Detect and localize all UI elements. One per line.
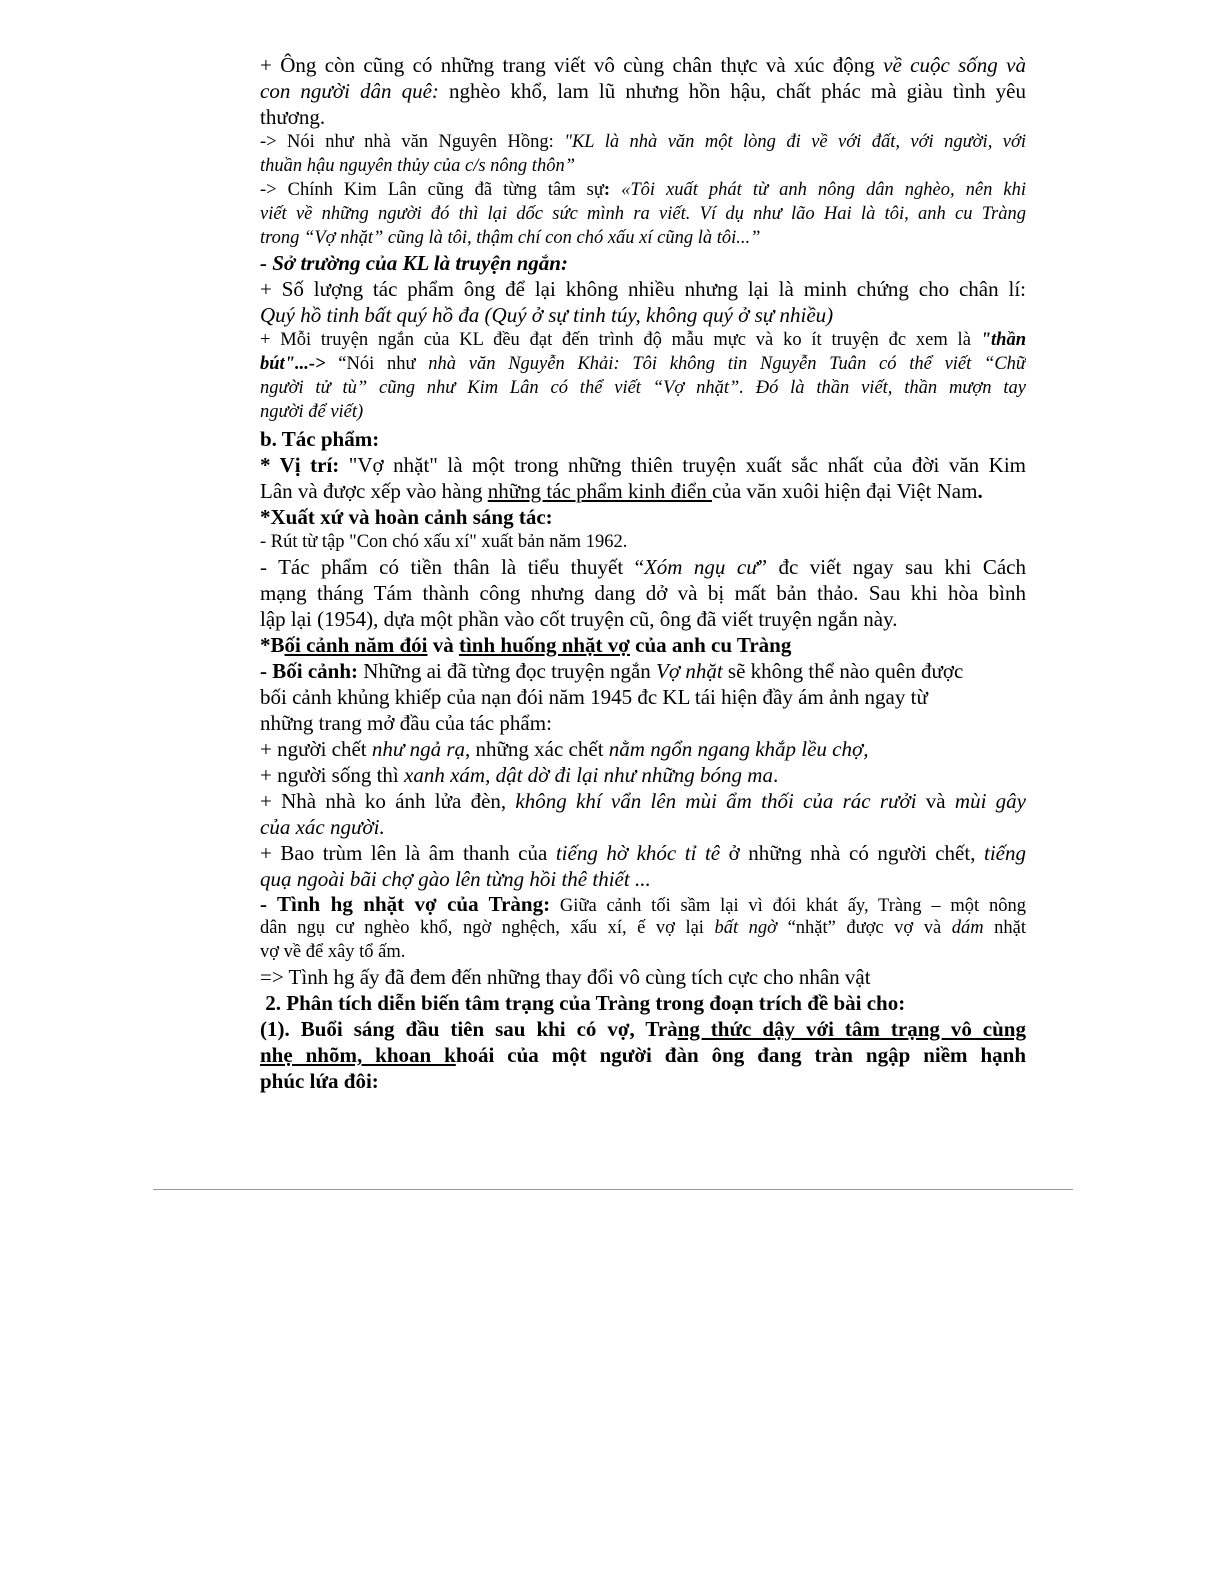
text-span: + người sống thì xyxy=(260,763,405,787)
text-line xyxy=(260,736,1026,762)
italic-span: như ngả rạ xyxy=(371,737,466,761)
page-divider xyxy=(153,1189,1073,1190)
section-heading xyxy=(260,632,1026,658)
text-line xyxy=(260,762,1026,788)
text-line xyxy=(260,530,1026,554)
text-span: nghèo khổ, lam lũ nhưng hồn hậu, chất phác mà giàu tình yêu xyxy=(438,79,1026,103)
text-span: + Ông còn cũng có những trang viết vô cùng chân thực và xúc động xyxy=(260,53,884,77)
heading-text: *B xyxy=(260,633,285,657)
underline-span: những tác phẩm kinh điển xyxy=(487,479,713,503)
quote-span: viết về những người đó thì lại dốc sức mình ra viết. Ví dụ như lão Hai là tôi, anh cu Tràng xyxy=(260,204,1026,224)
text-line xyxy=(260,178,1026,202)
text-line xyxy=(260,202,1026,226)
text-span: “nhặt” được vợ và xyxy=(777,918,952,938)
text-span: mạng tháng Tám thành công nhưng dang dở và bị mất bản thảo. Sau khi hòa bình xyxy=(260,581,1026,605)
text-line xyxy=(260,302,1026,328)
text-line xyxy=(260,154,1026,178)
text-line xyxy=(260,78,1026,104)
underline-span: ng thức dậy với tâm trạng vô cùng xyxy=(677,1017,1026,1041)
italic-span: nằm ngổn ngang khắp lều chợ, xyxy=(608,737,869,761)
italic-span: tiếng xyxy=(983,841,1026,865)
text-line xyxy=(260,352,1026,376)
heading-text: và xyxy=(427,633,459,657)
italic-span: xanh xám, dật dờ đi lại như những bóng ma xyxy=(404,763,773,787)
text-span: vợ về để xây tổ ấm. xyxy=(260,942,406,962)
heading-text: của anh cu Tràng xyxy=(629,633,792,657)
italic-span: tiếng hờ khóc tỉ tê xyxy=(555,841,721,865)
text-span: Giữa cảnh tối sầm lại vì đói khát ấy, Tràng – một nông xyxy=(550,896,1026,916)
text-line xyxy=(260,226,1026,250)
text-line xyxy=(260,400,1026,424)
bold-span: * Vị trí: xyxy=(260,453,340,477)
italic-span: không khí vẩn lên mùi ẩm thối của rác rưởi xyxy=(515,789,917,813)
text-line xyxy=(260,916,1026,940)
text-line xyxy=(260,580,1026,606)
italic-span: về cuộc sống và xyxy=(883,53,1026,77)
italic-span: dám xyxy=(951,918,984,938)
text-span: + Nhà nhà ko ánh lửa đèn, xyxy=(260,789,516,813)
text-span: + Số lượng tác phẩm ông để lại không nhiều nhưng lại là minh chứng cho chân lí: xyxy=(260,277,1026,301)
text-line xyxy=(260,840,1026,866)
underline-span: nhẹ nhõm, khoan k xyxy=(260,1043,456,1067)
italic-span: Xóm ngụ cư xyxy=(643,555,758,579)
text-line xyxy=(260,130,1026,154)
italic-span: mùi gây xyxy=(954,789,1026,813)
quote-span: "KL là nhà văn một lòng đi về với đất, với người, với xyxy=(564,132,1026,152)
italic-span: bất ngờ xyxy=(714,918,778,938)
text-span: -> Nói như nhà văn Nguyên Hồng: xyxy=(260,132,565,152)
quote-span: trong “Vợ nhặt” cũng là tôi, thậm chí con chó xấu xí cũng là tôi...” xyxy=(260,228,761,248)
text-line xyxy=(260,554,1026,580)
text-span: sẽ không thể nào quên được xyxy=(722,659,964,683)
bold-span: hoái của một người đàn ông đang tràn ngập niềm hạnh xyxy=(455,1043,1026,1067)
underline-span: ối cảnh năm đói xyxy=(284,633,428,657)
text-line xyxy=(260,478,1026,504)
quote-span: «Tôi xuất phát từ anh nông dân nghèo, nên khi xyxy=(621,180,1026,200)
quote-span: nhà văn Nguyễn Khải: Tôi không tin Nguyễn Tuân có thể viết “Chữ xyxy=(428,354,1026,374)
text-span: những trang mở đầu của tác phẩm: xyxy=(260,711,552,735)
text-span: của văn xuôi hiện đại Việt Nam xyxy=(712,479,978,503)
text-span: + Bao trùm lên là âm thanh của xyxy=(260,841,556,865)
text-line xyxy=(260,376,1026,400)
text-span: => Tình hg ấy đã đem đến những thay đổi vô cùng tích cực cho nhân vật xyxy=(260,965,871,989)
bold-span: . xyxy=(977,479,983,503)
text-span: + người chết xyxy=(260,737,372,761)
bold-italic-span: "thần xyxy=(980,330,1026,350)
text-span: ở những nhà có người chết, xyxy=(720,841,984,865)
text-line xyxy=(260,710,1026,736)
text-span: -> Chính Kim Lân cũng đã từng tâm sự xyxy=(260,180,604,200)
quote-span: người tử tù” cũng như Kim Lân có thể viết “Vợ nhặt”. Đó là thần viết, thần mượn tay xyxy=(260,378,1026,398)
text-span: lập lại (1954), dựa một phần vào cốt truyện cũ, ông đã viết truyện ngắn này. xyxy=(260,607,898,631)
text-span: Lân và được xếp vào hàng xyxy=(260,479,488,503)
text-line xyxy=(260,1016,1026,1042)
text-span: Những ai đã từng đọc truyện ngắn xyxy=(358,659,657,683)
section-heading xyxy=(260,250,1026,276)
section-heading xyxy=(260,504,1026,530)
text-span: - Tác phẩm có tiền thân là tiểu thuyết “ xyxy=(260,555,644,579)
text-line xyxy=(260,1068,1026,1094)
quote-span: người để viết) xyxy=(260,402,364,422)
quote-span: thuần hậu nguyên thủy của c/s nông thôn” xyxy=(260,156,575,176)
italic-span: Vợ nhặt xyxy=(656,659,723,683)
italic-span: quạ ngoài bãi chợ gào lên từng hồi thê thiết ... xyxy=(260,867,651,891)
text-span: nhặt xyxy=(983,918,1026,938)
text-span: và xyxy=(916,789,955,813)
text-line xyxy=(260,964,1026,990)
bold-span: (1). Buổi sáng đầu tiên sau khi có vợ, Trà xyxy=(260,1017,678,1041)
bold-span: - Tình hg nhặt vợ của Tràng: xyxy=(260,892,551,916)
text-line xyxy=(260,684,1026,710)
underline-span: tình huống nhặt vợ xyxy=(458,633,630,657)
text-line xyxy=(260,788,1026,814)
text-span: thương. xyxy=(260,105,326,129)
bold-span: phúc lứa đôi: xyxy=(260,1069,379,1093)
bold-span: - Bối cảnh: xyxy=(260,659,359,683)
text-line xyxy=(260,328,1026,352)
bold-span: : xyxy=(603,180,622,200)
italic-span: con người dân quê: xyxy=(260,79,439,103)
text-span: ” đc viết ngay sau khi Cách xyxy=(757,555,1026,579)
text-span: , những xác chết xyxy=(465,737,609,761)
text-span: . xyxy=(772,763,779,787)
text-line xyxy=(260,52,1026,78)
text-span: - Rút từ tập "Con chó xấu xí" xuất bản năm 1962. xyxy=(260,532,628,552)
heading-text: - Sở trường của KL là truyện ngắn: xyxy=(260,251,568,275)
italic-span: Quý hồ tinh bất quý hồ đa (Quý ở sự tinh túy, không quý ở sự nhiều) xyxy=(260,303,834,327)
section-heading xyxy=(260,426,1026,452)
heading-text: 2. Phân tích diễn biến tâm trạng của Tràng trong đoạn trích đề bài cho: xyxy=(260,991,906,1015)
text-line xyxy=(260,866,1026,892)
text-span: “Nói như xyxy=(325,354,429,374)
italic-span: của xác người. xyxy=(260,815,385,839)
text-span: "Vợ nhặt" là một trong những thiên truyện xuất sắc nhất của đời văn Kim xyxy=(339,453,1026,477)
text-span: + Mỗi truyện ngắn của KL đều đạt đến trình độ mẫu mực và ko ít truyện đc xem là xyxy=(260,330,981,350)
text-line xyxy=(260,892,1026,916)
text-line xyxy=(260,1042,1026,1068)
text-line xyxy=(260,452,1026,478)
text-line xyxy=(260,606,1026,632)
text-line xyxy=(260,104,1026,130)
text-line xyxy=(260,940,1026,964)
text-line xyxy=(260,276,1026,302)
text-line xyxy=(260,814,1026,840)
section-heading xyxy=(260,990,1026,1016)
text-line xyxy=(260,658,1026,684)
text-span: dân ngụ cư nghèo khổ, ngờ nghệch, xấu xí, ế vợ lại xyxy=(260,918,715,938)
heading-text: *Xuất xứ và hoàn cảnh sáng tác: xyxy=(260,505,553,529)
text-span: bối cảnh khủng khiếp của nạn đói năm 1945 đc KL tái hiện đầy ám ảnh ngay từ xyxy=(260,685,928,709)
bold-italic-span: bút"...-> xyxy=(260,354,326,374)
page-body xyxy=(260,52,1026,1094)
heading-text: b. Tác phẩm: xyxy=(260,427,380,451)
